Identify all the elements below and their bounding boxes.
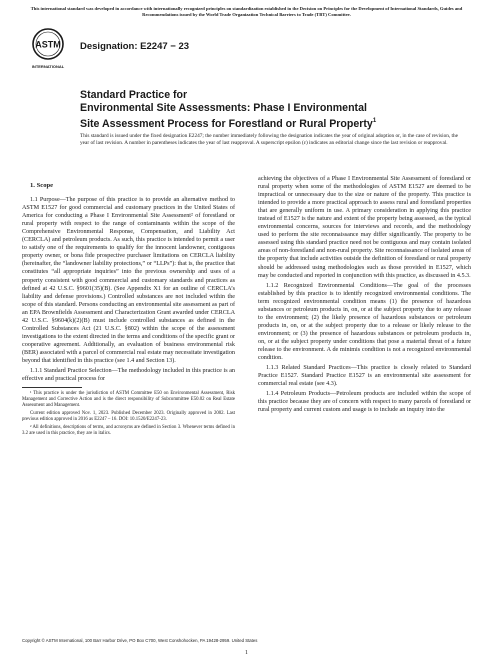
document-title [80,89,460,131]
section-heading-scope: 1. Scope [30,182,54,189]
footnote-divider [22,387,82,388]
paragraph-continued: achieving the objectives of a Phase I Environmental Site Assessment of forestland or rural property when some of the methodologies of ASTM E1527 are deemed to be impractical or unnecessary due to the size or nature of the property. This practice is intended to provide a more practical approach to assess rural and forestland properties that are generally uniform in use. A primary consideration in applying this practice instead of E1527 is the nature and extent of the property being assessed, as the typical environmental concerns, sources for interviews and records, and the methodology used to perform the site reconnaissance may differ significantly. The property to be assessed using this standard practice need not be contiguous and may contain isolated areas of non-forestland and non-rural property. Site reconnaissance of isolated areas of the property that include activities outside the definition of forestland or rural property should be addressed using methodologies such as those provided in E1527, which may be conducted and reported in conjunction with this practice, as discussed in 4.5.3. [258,176,471,279]
copyright-footer: Copyright © ASTM International, 100 Barr Harbor Drive, PO Box C700, West Conshohocken, PA 19428-2959. United States [22,638,258,643]
right-column [258,175,471,416]
logo-text: INTERNATIONAL [31,64,65,69]
title-line-1: Standard Practice for [80,89,188,101]
footnote-2: ² All definitions, descriptions of terms, and acronyms are defined in Section 3. Whenever terms defined in 3.2 are used in this practice, they are in italics. [22,425,235,437]
paragraph-1-1-3: 1.1.3 Related Standard Practices—This practice is closely related to Standard Practice E1527. Standard Practice E1527 is an environmental site assessment for commercial real estate (see 4.3). [258,365,471,388]
title-line-2: Environmental Site Assessments: Phase I Environmental [80,102,367,114]
paragraph-1-1-1: 1.1.1 Standard Practice Selection—The methodology included in this practice is an effective and practical process for [22,368,235,383]
designation: Designation: E2247 − 23 [80,41,190,52]
issued-note: This standard is issued under the fixed designation E2247; the number immediately following the designation indicates the year of original adoption or, in the case of revision, the year of last revision. A number in parentheses indicates the year of last reapproval. A superscript epsilon (ε) indicates an editorial change since the last revision or reapproval. [80,133,458,146]
title-footnote-mark: 1 [372,118,377,124]
footnote-1: ¹ This practice is under the jurisdiction of ASTM Committee E50 on Environmental Assessment, Risk Management and Corrective Action and is the direct responsibility of Subcommittee E50.02 on Real Estate Assessment and Management. [22,391,235,409]
paragraph-1-1-2: 1.1.2 Recognized Environmental Conditions—The goal of the processes established by this practice is to identify recognized environmental conditions. The term recognized environmental condition means (1) the presence of hazardous substances or petroleum products in, on, or at the subject property due to any release to the environment; (2) the likely presence of hazardous substances or petroleum products in, on, or at the subject property due to a release or likely release to the environment; or (3) the presence of hazardous substances or petroleum products in, on, or at the subject property under conditions that pose a material threat of a future release to the environment. A de minimis condition is not a recognized environmental condition. [258,282,471,362]
footnote-1-edition: Current edition approved Nov. 1, 2023. Published December 2023. Originally approved in 2002. Last previous edition approved in 2016 as E2247 – 16. DOI: 10.1520/E2247-23. [22,411,235,423]
svg-text:ASTM: ASTM [35,39,61,50]
paragraph-1-1: 1.1 Purpose—The purpose of this practice is to provide an alternative method to ASTM E1527 for good commercial and customary practices in the United States of America for conducting a Phase I Environmental Site Assessment² of forestland or rural property with respect to the range of contaminants within the scope of the Comprehensive Environmental Response, Compensation, and Liability Act (CERCLA) and petroleum products. As such, this practice is intended to permit a user to satisfy one of the requirements to qualify for the innocent landowner, contiguous property owner, or bona fide prospective purchaser limitations on CERCLA liability (hereinafter, the “landowner liability protections,” or “LLPs”): that is, the practice that constitutes “all appropriate inquiries” into the previous ownership and uses of a property consistent with good commercial and customary standards and practices as defined at 42 U.S.C. §9601(35)(B). (See Appendix X1 for an outline of CERCLA’s liability and defense provisions.) Controlled substances are not included within the scope of this standard. Persons conducting an environmental site assessment as part of an EPA Brownfields Assessment and Characterization Grant awarded under CERCLA 42 U.S.C. §9604(k)(2)(B) must include controlled substances as defined in the Controlled Substances Act (21 U.S.C. §802) within the scope of the assessment investigations to the extent directed in the terms and conditions of the specific grant or cooperative agreement. Additionally, an evaluation of business environmental risk (BER) associated with a parcel of commercial real estate may necessitate investigation beyond that identified in this practice (see 1.4 and Section 13). [22,197,235,364]
wto-notice: This international standard was developed in accordance with internationally recognized principles on standardization established in the Decision on Principles for the Development of International Standards, Guides and Recommendations issued by the World Trade Organization Technical Barriers to Trade (TBT) Committee. [30,6,463,17]
page-number: 1 [245,650,248,656]
paragraph-1-1-4: 1.1.4 Petroleum Products—Petroleum products are included within the scope of this practice because they are of concern with respect to many parcels of forestland or rural property and current custom and usage is to include an inquiry into the [258,391,471,414]
astm-logo-icon [29,27,67,71]
title-line-3: Site Assessment Process for Forestland or Rural Property$^1$ [80,118,377,130]
left-column [22,178,235,439]
